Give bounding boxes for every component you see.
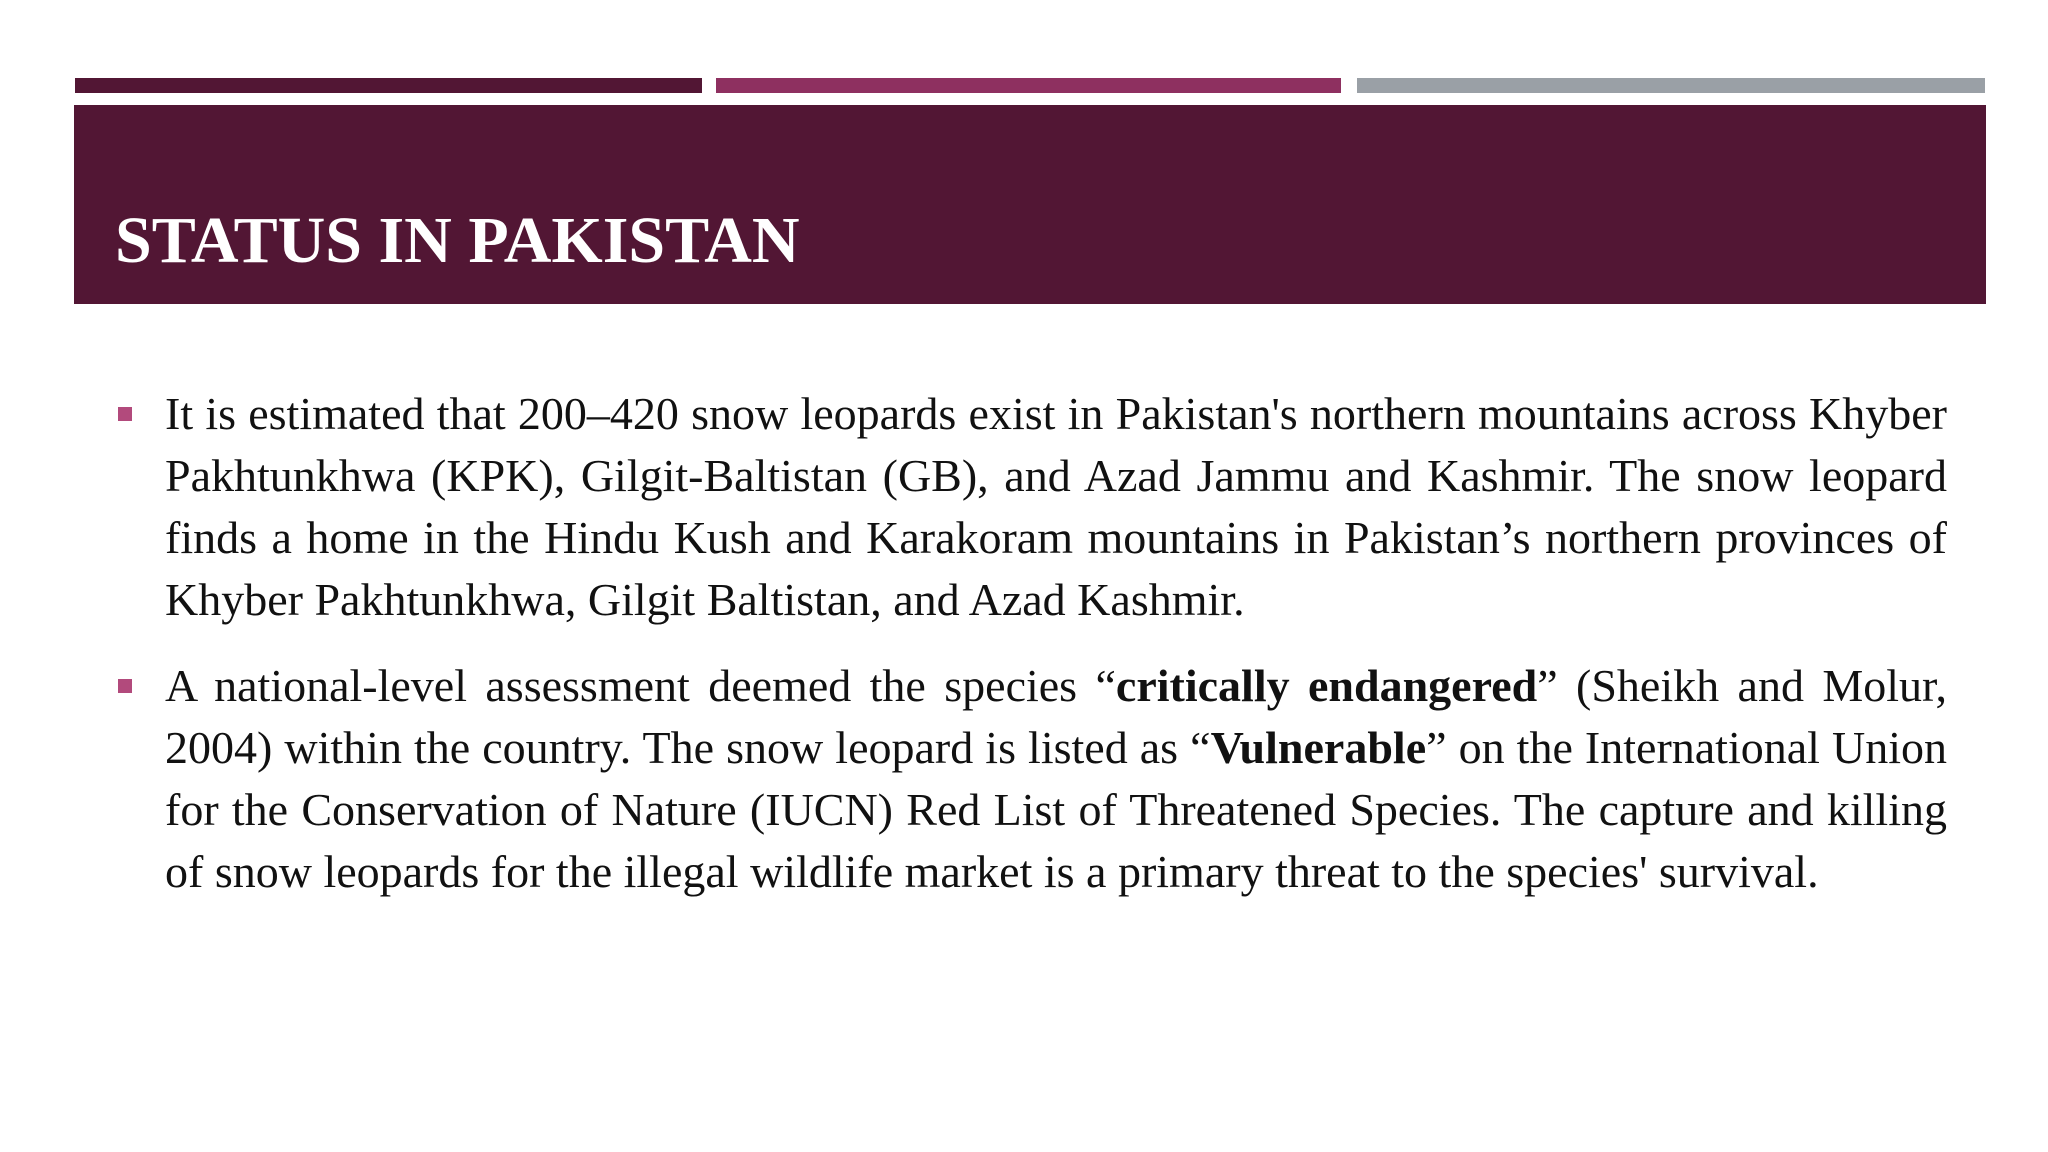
- slide-title: STATUS IN PAKISTAN: [115, 204, 800, 277]
- accent-bar-dark: [75, 78, 702, 93]
- bullet-item-1: [115, 383, 1947, 631]
- vulnerable-emphasis: Vulnerable: [1210, 722, 1427, 773]
- bullet-text-1: It is estimated that 200–420 snow leopards exist in Pakistan's northern mountains across Khyber Pakhtunkhwa (KPK), Gilgit-Baltistan (GB), and Azad Jammu and Kashmir. The snow leopard finds a home in the Hindu Kush and Karakoram mountains in Pakistan’s northern provinces of Khyber Pakhtunkhwa, Gilgit Baltistan, and Azad Kashmir.: [165, 388, 1947, 625]
- square-bullet-icon: [118, 407, 132, 421]
- accent-bar-magenta: [716, 78, 1341, 93]
- bullet-item-2: [115, 655, 1947, 903]
- critically-endangered-emphasis: critically endangered: [1115, 660, 1538, 711]
- bullet-text-2-part-2: ” (Sheikh and Molur, 2004) within the country. The snow leopard is listed as “: [165, 660, 1948, 773]
- accent-bar-gray: [1357, 78, 1985, 93]
- bullet-text-2-part-3: ” on the International Union for the Conservation of Nature (IUCN) Red List of Threatened Species. The capture and killing of snow leopards for the illegal wildlife market is a primary threat to the species' survival.: [165, 722, 1948, 897]
- square-bullet-icon: [118, 679, 132, 693]
- title-band: [74, 105, 1986, 304]
- bullet-text-2-part-1: A national-level assessment deemed the species “: [165, 660, 1116, 711]
- slide-content: [115, 383, 1947, 927]
- bullet-text-2: [165, 655, 1947, 903]
